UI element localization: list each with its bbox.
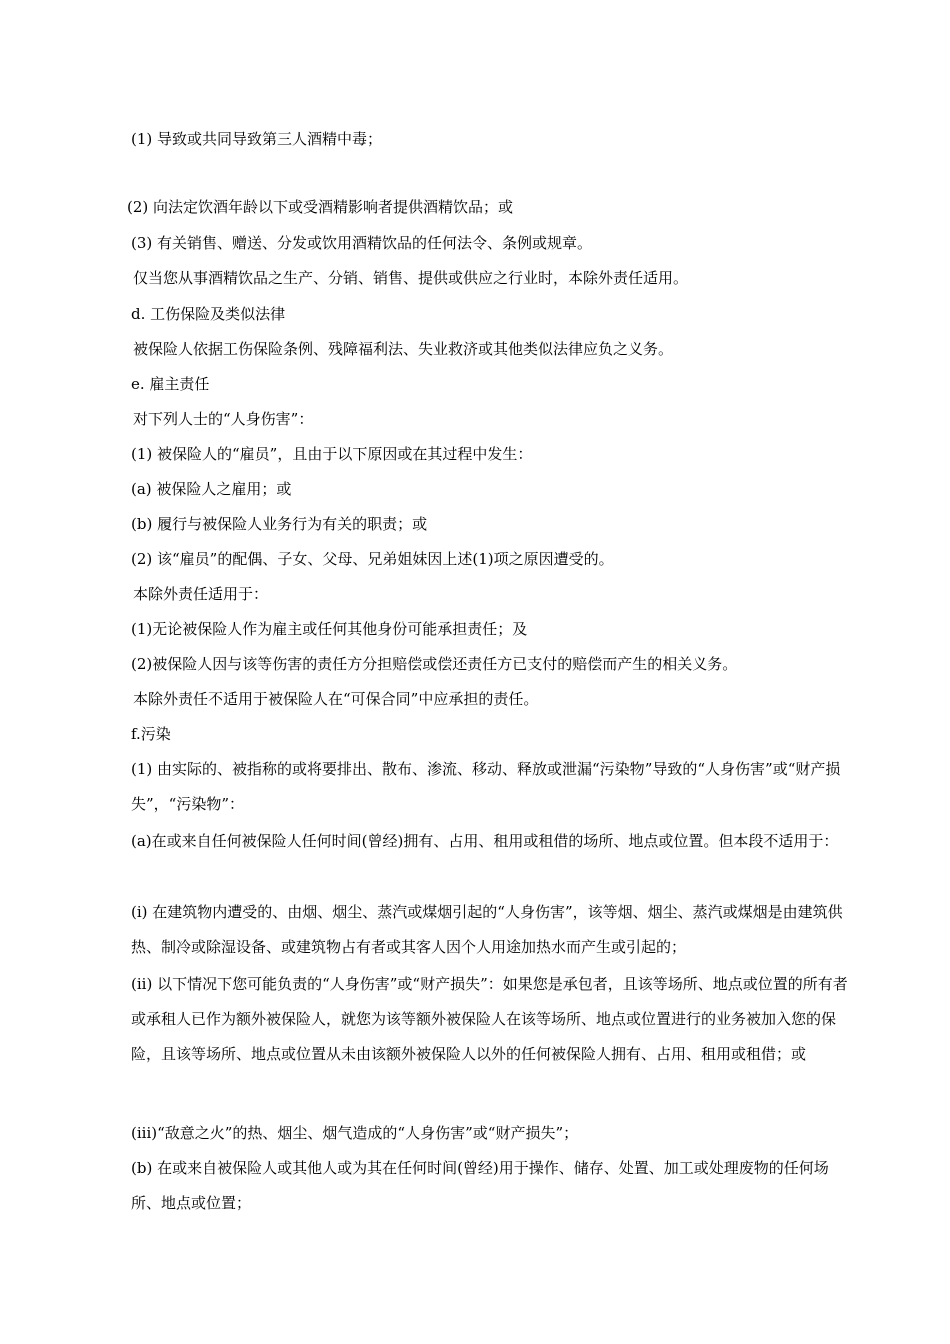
text-paragraph: (i) 在建筑物内遭受的、由烟、烟尘、蒸汽或煤烟引起的“人身伤害”，该等烟、烟尘、蒸汽或煤烟是由建筑供热、制冷或除湿设备、或建筑物占有者或其客人因个人用途加热水而产生或引起的； [131, 903, 843, 956]
text-paragraph: (1) 由实际的、被指称的或将要排出、散布、渗流、移动、释放或泄漏“污染物”导致的“人身伤害”或“财产损失”，“污染物”： [131, 760, 841, 813]
text-line: (1) 导致或共同导致第三人酒精中毒； [131, 130, 383, 148]
text-line: (3) 有关销售、赠送、分发或饮用酒精饮品的任何法令、条例或规章。 [131, 234, 593, 252]
text-line: (1) 被保险人的“雇员”，且由于以下原因或在其过程中发生： [131, 445, 533, 463]
text-line: 被保险人依据工伤保险条例、残障福利法、失业救济或其他类似法律应负之义务。 [133, 340, 674, 358]
text-line: (2)被保险人因与该等伤害的责任方分担赔偿或偿还责任方已支付的赔偿而产生的相关义务。 [131, 655, 738, 673]
section-heading: d. 工伤保险及类似法律 [131, 305, 286, 323]
text-line: 本除外责任适用于： [133, 585, 269, 603]
text-paragraph: (b) 在或来自被保险人或其他人或为其在任何时间(曾经)用于操作、储存、处置、加工或处理废物的任何场所、地点或位置； [131, 1159, 829, 1212]
text-line: (2) 向法定饮酒年龄以下或受酒精影响者提供酒精饮品；或 [127, 198, 514, 216]
text-line: (2) 该“雇员”的配偶、子女、父母、兄弟姐妹因上述(1)项之原因遭受的。 [131, 550, 614, 568]
text-line: (iii)“敌意之火”的热、烟尘、烟气造成的“人身伤害”或“财产损失”； [131, 1124, 579, 1142]
text-line: 仅当您从事酒精饮品之生产、分销、销售、提供或供应之行业时，本除外责任适用。 [133, 269, 689, 287]
text-line: (a) 被保险人之雇用；或 [131, 480, 292, 498]
text-line: 对下列人士的“人身伤害”： [133, 410, 314, 428]
text-paragraph: (a)在或来自任何被保险人任何时间(曾经)拥有、占用、租用或租借的场所、地点或位置。但本段不适用于： [131, 832, 839, 850]
text-line: (1)无论被保险人作为雇主或任何其他身份可能承担责任；及 [131, 620, 528, 638]
section-heading: e. 雇主责任 [131, 375, 210, 393]
text-paragraph: (ii) 以下情况下您可能负责的“人身伤害”或“财产损失”：如果您是承包者，且该等场所、地点或位置的所有者或承租人已作为额外被保险人，就您为该等额外被保险人在该等场所、地点或位置进行的业务被加入您的保险，且该等场所、地点或位置从未由该额外被保险人以外的任何被保险人拥有、占用、租用或租借；或 [131, 975, 848, 1063]
text-line: (b) 履行与被保险人业务行为有关的职责；或 [131, 515, 428, 533]
text-line: 本除外责任不适用于被保险人在“可保合同”中应承担的责任。 [133, 690, 539, 708]
section-heading: f.污染 [131, 725, 171, 743]
